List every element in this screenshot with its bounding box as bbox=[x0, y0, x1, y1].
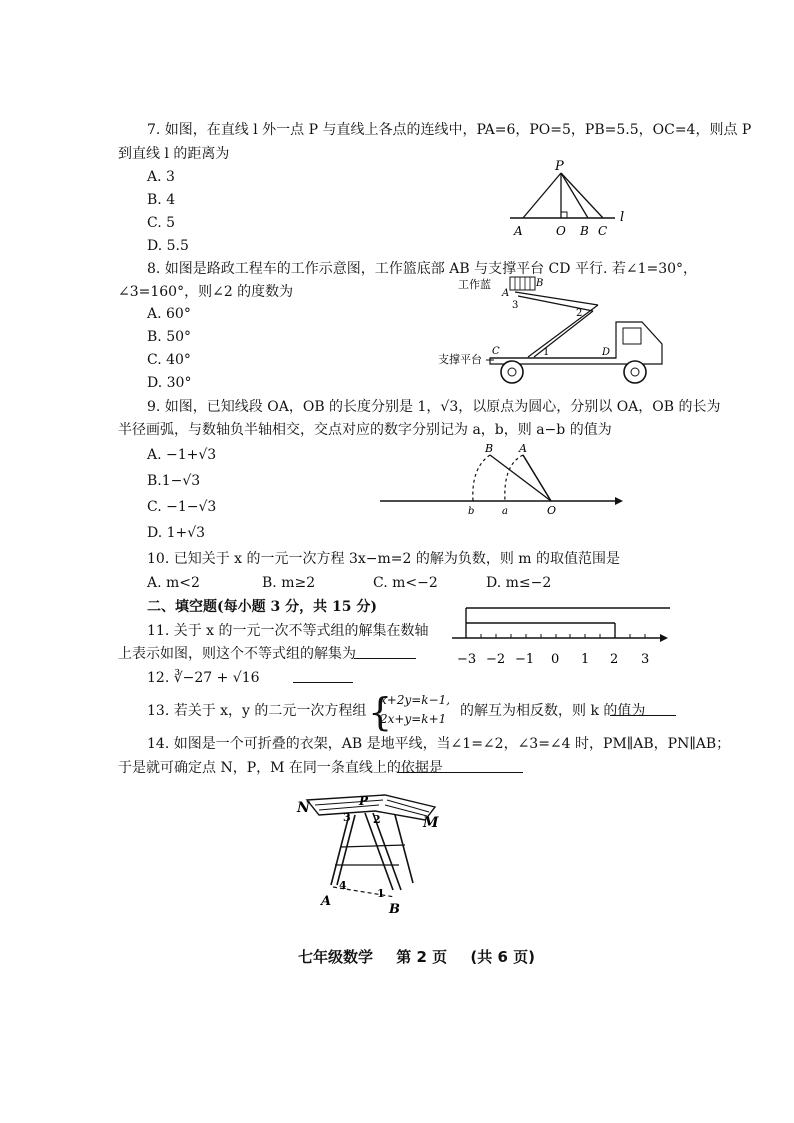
q12-expression: 12. ∛−27 + √16 bbox=[147, 670, 260, 686]
segment-pc bbox=[561, 173, 603, 218]
q11-line2: 上表示如图，则这个不等式组的解集为 bbox=[118, 646, 356, 662]
wheel-rear bbox=[501, 361, 523, 383]
footer-subject: 七年级数学 bbox=[298, 948, 374, 966]
label-p: P bbox=[555, 159, 564, 174]
leg-c bbox=[395, 815, 413, 883]
label-2: 2 bbox=[576, 308, 583, 319]
q8-option-d: D. 30° bbox=[147, 375, 192, 391]
label-2: 2 bbox=[373, 813, 381, 826]
q9-stem-line2: 半径画弧，与数轴负半轴相交，交点对应的数字分别记为 a，b，则 a−b 的值为 bbox=[118, 422, 612, 438]
q9-option-b: B.1−√3 bbox=[147, 473, 201, 489]
axis-arrow bbox=[660, 634, 668, 642]
tick-label-0: 0 bbox=[551, 652, 560, 667]
label-n: N bbox=[297, 800, 310, 816]
label-b: B bbox=[485, 442, 494, 455]
label-a-lower: a bbox=[502, 506, 508, 517]
label-d: D bbox=[602, 347, 611, 358]
wheel-front bbox=[624, 361, 646, 383]
q10-option-d: D. m≤−2 bbox=[486, 575, 552, 591]
q13-prefix: 13. 若关于 x，y 的二元一次方程组 bbox=[147, 703, 367, 719]
q10-stem: 10. 已知关于 x 的一元一次方程 3x−m=2 的解为负数，则 m 的取值范围是 bbox=[147, 551, 621, 567]
label-a: A bbox=[502, 288, 510, 299]
tick-label-neg2: −2 bbox=[486, 652, 506, 667]
q9-figure bbox=[375, 440, 625, 520]
label-a: A bbox=[321, 894, 332, 909]
label-b: B bbox=[580, 224, 589, 238]
q7-option-a: A. 3 bbox=[147, 169, 175, 185]
segment-pa bbox=[523, 173, 561, 218]
section-2-title: 二、填空题(每小题 3 分，共 15 分) bbox=[147, 599, 377, 615]
q8-option-b: B. 50° bbox=[147, 329, 192, 345]
q7-option-d: D. 5.5 bbox=[147, 238, 189, 254]
q9-option-a: A. −1+√3 bbox=[147, 447, 217, 463]
tick-label-1: 1 bbox=[581, 652, 590, 667]
q8-option-c: C. 40° bbox=[147, 352, 191, 368]
truck-window bbox=[623, 328, 641, 344]
label-m: M bbox=[423, 815, 439, 831]
q10-option-a: A. m<2 bbox=[147, 575, 200, 591]
q7-stem-line1: 7. 如图，在直线 l 外一点 P 与直线上各点的连线中，PA=6，PO=5，PB=5.5，OC=4，则点 P bbox=[147, 122, 752, 138]
arm-lower bbox=[528, 305, 598, 357]
label-o: O bbox=[556, 224, 566, 238]
q7-figure bbox=[500, 155, 640, 240]
q14-line2: 于是就可确定点 N，P，M 在同一条直线上的依据是 bbox=[118, 760, 443, 776]
label-4: 4 bbox=[339, 879, 347, 892]
basket bbox=[510, 277, 535, 290]
label-c: C bbox=[492, 346, 500, 357]
label-b: B bbox=[536, 278, 544, 289]
label-platform: 支撑平台 bbox=[438, 353, 482, 366]
q13-equation-1: x+2y=k−1, bbox=[380, 693, 451, 707]
q14-line1: 14. 如图是一个可折叠的衣架，AB 是地平线，当∠1=∠2，∠3=∠4 时，PM∥AB，PN∥AB； bbox=[147, 736, 731, 752]
q9-option-d: D. 1+√3 bbox=[147, 525, 206, 541]
page-footer bbox=[298, 946, 553, 967]
label-a: A bbox=[514, 224, 523, 238]
label-basket: 工作蓝 bbox=[458, 278, 491, 291]
q9-option-c: C. −1−√3 bbox=[147, 499, 217, 515]
q13-equation-2: 2x+y=k+1 bbox=[380, 712, 447, 726]
label-1: 1 bbox=[377, 887, 385, 900]
q11-number-line bbox=[452, 603, 672, 671]
q10-option-b: B. m≥2 bbox=[262, 575, 316, 591]
tick-label-3: 3 bbox=[641, 652, 650, 667]
rack-top bbox=[307, 795, 435, 820]
segment-ab bbox=[523, 455, 551, 501]
tick-label-neg3: −3 bbox=[457, 652, 477, 667]
q9-stem-line1: 9. 如图，已知线段 OA，OB 的长度分别是 1，√3，以原点为圆心，分别以 OA，OB 的长为 bbox=[147, 399, 721, 415]
label-p: P bbox=[359, 794, 369, 808]
q12-answer-blank[interactable] bbox=[293, 668, 353, 683]
q11-line1: 11. 关于 x 的一元一次不等式组的解集在数轴 bbox=[147, 623, 429, 639]
q13-suffix: 的解互为相反数，则 k 的值为 bbox=[460, 703, 646, 719]
right-angle-mark bbox=[561, 212, 567, 218]
label-1: 1 bbox=[543, 347, 550, 358]
q11-answer-blank[interactable] bbox=[354, 644, 416, 659]
label-o: O bbox=[547, 504, 557, 517]
segment-pb bbox=[561, 173, 588, 218]
tick-label-2: 2 bbox=[610, 652, 619, 667]
q8-stem-line2: ∠3=160°，则∠2 的度数为 bbox=[118, 284, 294, 300]
q7-option-b: B. 4 bbox=[147, 192, 176, 208]
q13-answer-blank[interactable] bbox=[610, 701, 676, 716]
label-a: A bbox=[519, 442, 527, 455]
label-c: C bbox=[598, 224, 608, 238]
arc-b bbox=[473, 455, 490, 501]
footer-page: 第 2 页 bbox=[396, 948, 448, 966]
q8-stem-line1: 8. 如图是路政工程车的工作示意图，工作篮底部 AB 与支撑平台 CD 平行. 若∠1=30°， bbox=[147, 261, 698, 277]
label-b-lower: b bbox=[468, 506, 475, 517]
footer-total: (共 6 页) bbox=[470, 948, 535, 966]
axis-arrow bbox=[615, 497, 623, 505]
label-l: l bbox=[620, 210, 625, 225]
cross-bar bbox=[341, 845, 405, 847]
q8-option-a: A. 60° bbox=[147, 306, 191, 322]
tick-label-neg1: −1 bbox=[515, 652, 535, 667]
q14-figure bbox=[295, 785, 455, 925]
label-b: B bbox=[389, 902, 400, 917]
system-brace: { bbox=[368, 690, 393, 734]
q8-figure bbox=[430, 272, 670, 392]
label-3: 3 bbox=[343, 811, 351, 824]
segment-ob bbox=[490, 455, 551, 501]
q10-option-c: C. m<−2 bbox=[373, 575, 438, 591]
q7-stem-line2: 到直线 l 的距离为 bbox=[118, 146, 230, 162]
label-3: 3 bbox=[512, 300, 519, 311]
q14-answer-blank[interactable] bbox=[398, 758, 523, 773]
q7-option-c: C. 5 bbox=[147, 215, 176, 231]
